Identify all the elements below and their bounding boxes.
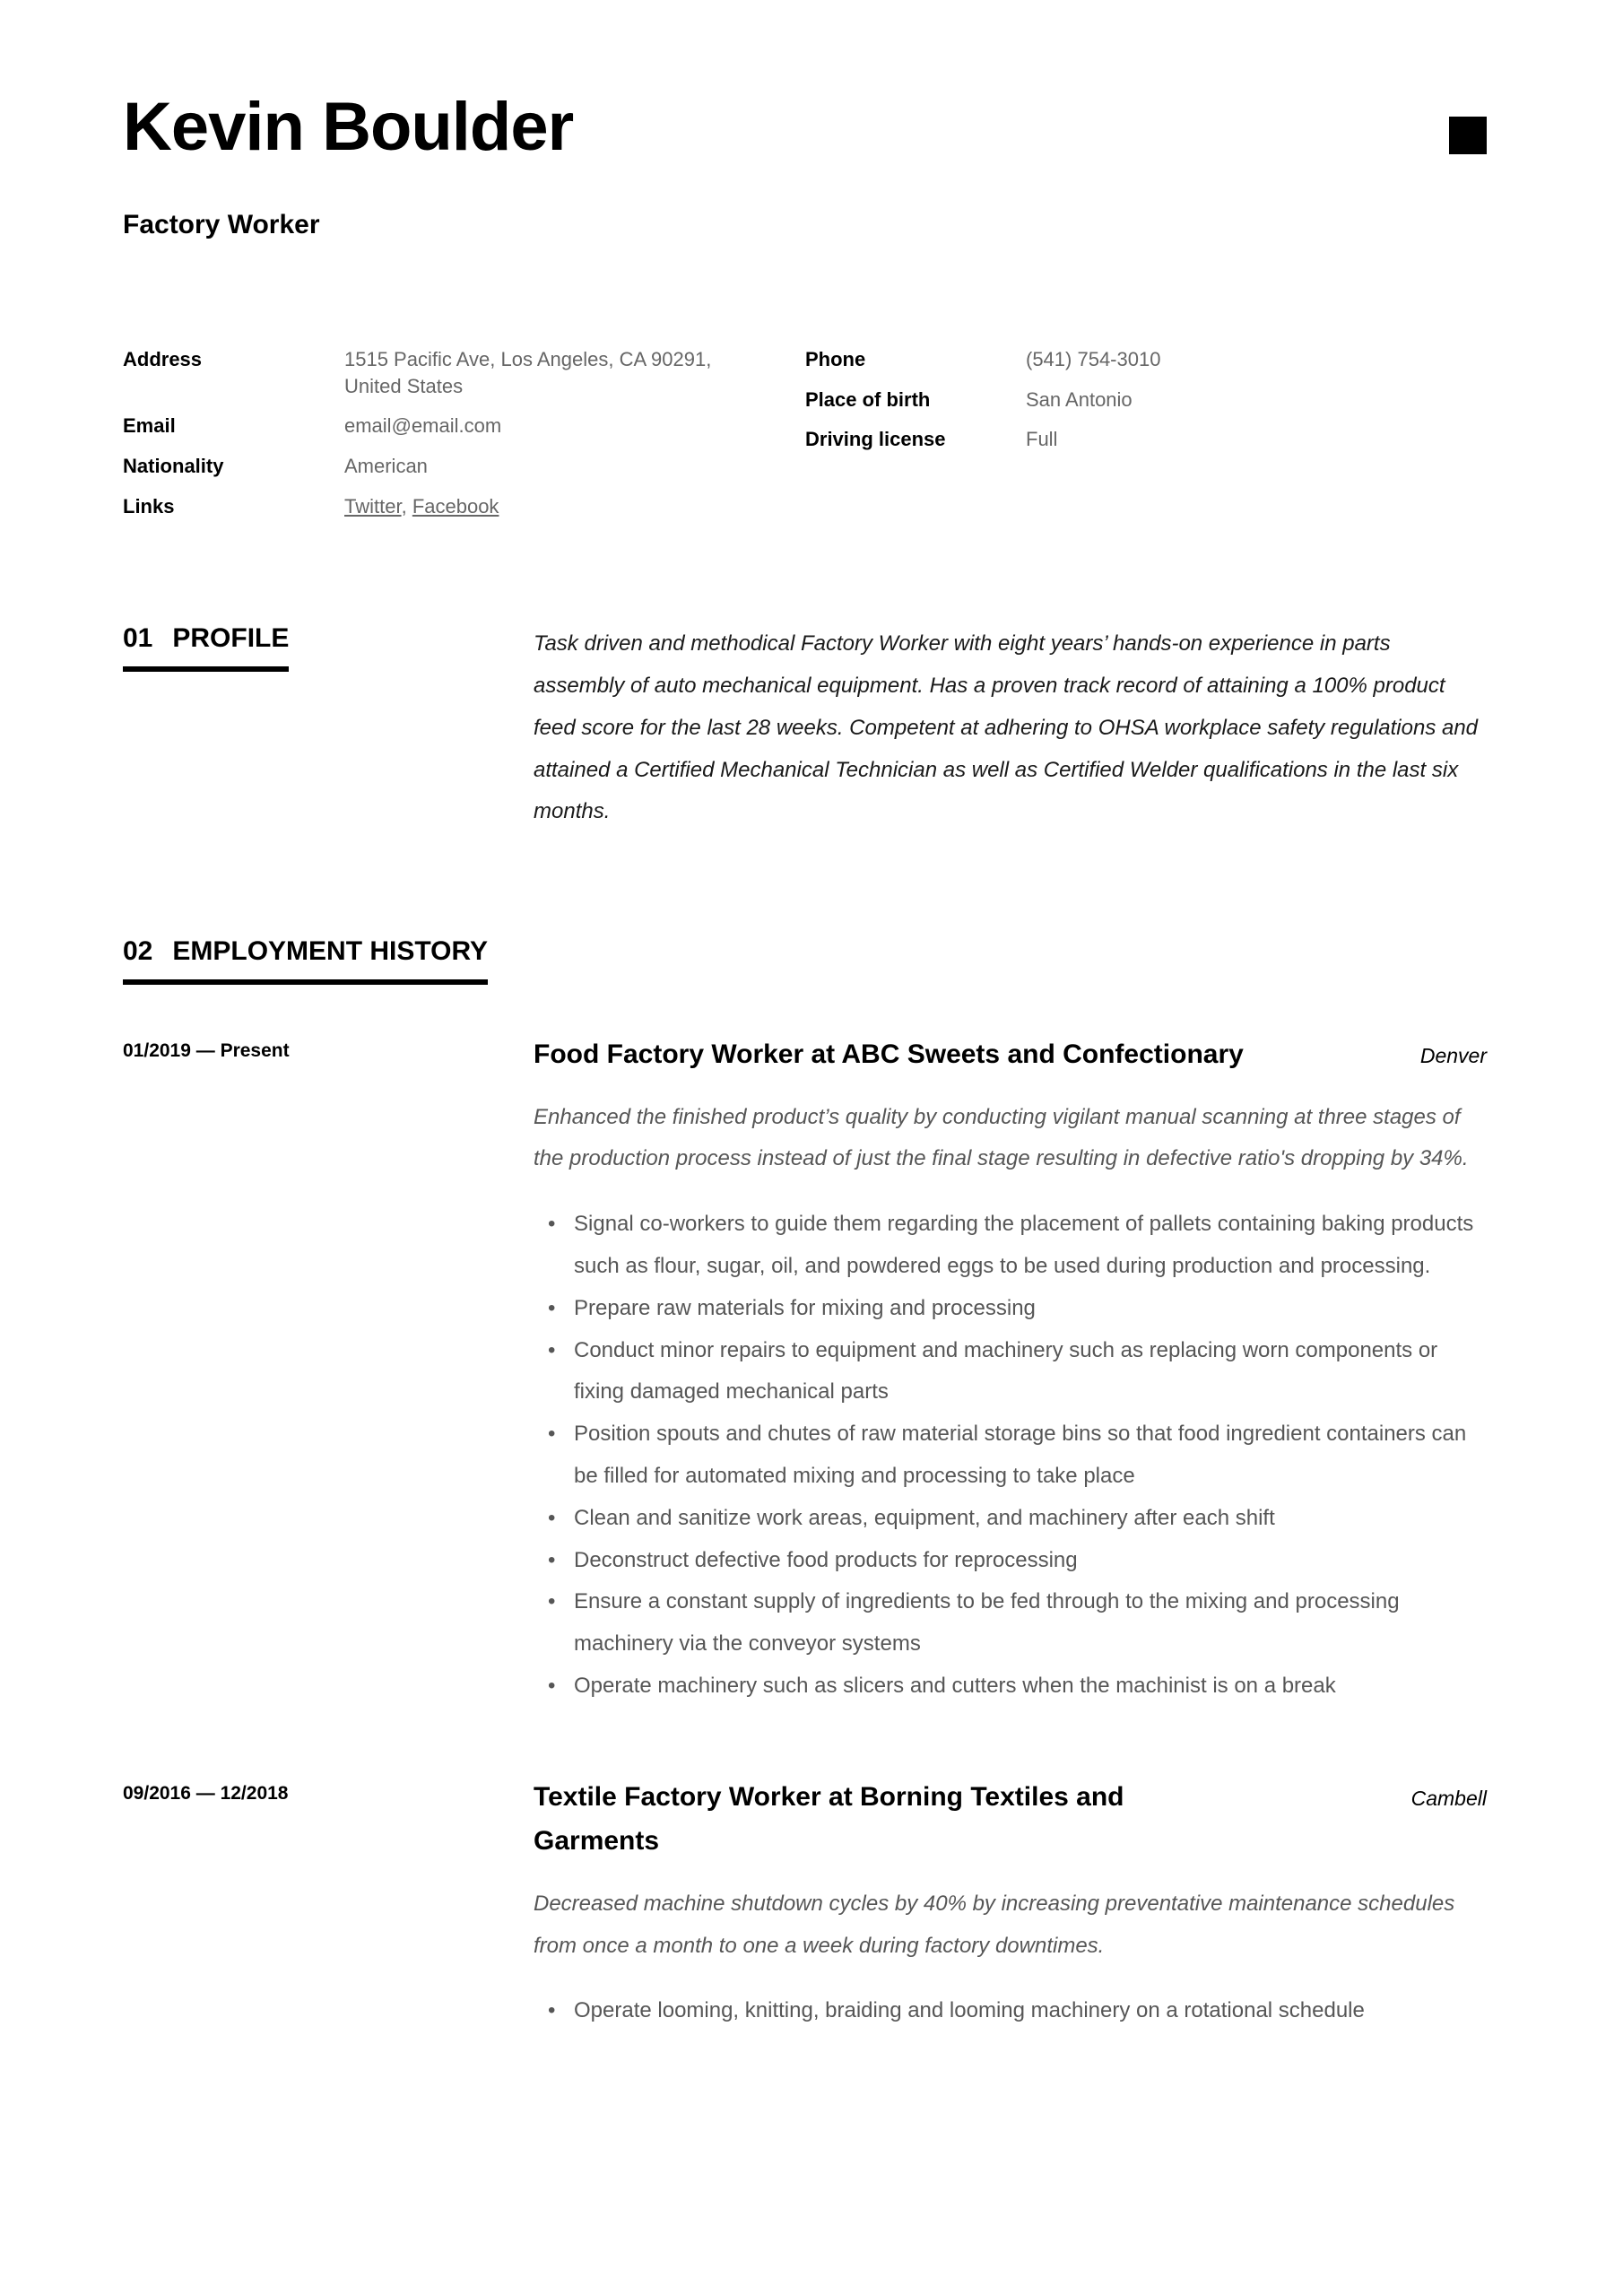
job-title-row: [534, 1032, 1487, 1077]
bullet-item: • Operate looming, knitting, braiding and looming machinery on a rotational schedule: [534, 1990, 1487, 2032]
profile-section-title: PROFILE: [172, 623, 290, 654]
contact-row-place-of-birth: [805, 387, 1487, 413]
driving-license-value: Full: [1026, 428, 1058, 451]
job-title: Food Factory Worker at ABC Sweets and Confectionary: [534, 1039, 1244, 1070]
contact-row-links: [123, 493, 805, 520]
job-title: Textile Factory Worker at Borning Textiles and Garments: [534, 1781, 1124, 1857]
employment-section-title: EMPLOYMENT HISTORY: [172, 936, 489, 967]
profile-section: [123, 623, 1487, 833]
job-location: Cambell: [1410, 1786, 1487, 1810]
candidate-name: Kevin Boulder: [123, 89, 574, 165]
employment-section: [123, 936, 1487, 985]
links-label: Links: [123, 495, 175, 518]
header: [123, 90, 1487, 165]
profile-section-heading: [123, 623, 289, 672]
facebook-link[interactable]: Facebook: [412, 495, 499, 518]
job-summary: Decreased machine shutdown cycles by 40% by increasing preventative maintenance schedules from once a month to one a week during factory downtimes.: [534, 1891, 1455, 1958]
decoration-square-icon: [1449, 117, 1487, 154]
links-value: [344, 493, 499, 520]
contact-row-driving-license: [805, 426, 1487, 453]
driving-license-label: Driving license: [805, 428, 946, 451]
employment-section-heading: [123, 936, 488, 985]
bullet-item: • Clean and sanitize work areas, equipment, and machinery after each shift: [534, 1498, 1487, 1540]
nationality-value: American: [344, 455, 428, 478]
address-label: Address: [123, 347, 203, 370]
job-dates: 09/2016 — 12/2018: [123, 1782, 289, 1804]
bullet-item: • Prepare raw materials for mixing and processing: [534, 1288, 1487, 1330]
job-content: [534, 1775, 1487, 2032]
place-of-birth-value: San Antonio: [1026, 387, 1133, 411]
contact-row-nationality: [123, 453, 805, 480]
job-location: Denver: [1419, 1044, 1487, 1068]
twitter-link[interactable]: Twitter: [344, 495, 402, 518]
phone-value: (541) 754-3010: [1026, 347, 1161, 370]
contact-row-phone: [805, 346, 1487, 373]
profile-text: Task driven and methodical Factory Worker with eight years’ hands-on experience in parts assembly of auto mechanical equipment. Has a proven track record of attaining a 100% product feed score for the last 28 weeks. Competent at adhering to OHSA workplace safety regulations and attained a Certified Mechanical Technician as well as Certified Welder qualifications in the last six months.: [534, 631, 1479, 824]
profile-section-number: 01: [123, 623, 153, 654]
contact-row-address: [123, 346, 805, 400]
bullet-item: • Position spouts and chutes of raw material storage bins so that food ingredient containers can be filled for automated mixing and processing to take place: [534, 1413, 1487, 1498]
contact-column-right: [805, 346, 1487, 535]
profile-heading-column: [123, 623, 534, 672]
job-content: [534, 1032, 1487, 1708]
contact-column-left: [123, 346, 805, 535]
email-label: Email: [123, 414, 176, 438]
job-entry: [123, 1775, 1487, 2032]
candidate-job-title: Factory Worker: [123, 209, 320, 239]
bullet-item: • Conduct minor repairs to equipment and machinery such as replacing worn components or fixing damaged mechanical parts: [534, 1330, 1487, 1414]
phone-label: Phone: [805, 347, 866, 370]
contact-row-email: [123, 413, 805, 439]
job-dates: 01/2019 — Present: [123, 1040, 290, 1062]
bullet-item: • Operate machinery such as slicers and cutters when the machinist is on a break: [534, 1665, 1487, 1708]
email-value: email@email.com: [344, 414, 502, 438]
links-separator: ,: [401, 495, 412, 518]
job-bullet-list: [534, 1990, 1487, 2032]
contact-details: [123, 346, 1487, 535]
job-summary: Enhanced the finished product’s quality by conducting vigilant manual scanning at three stages of the production process instead of just the final stage resulting in defective ratio's dropping by 34%.: [534, 1104, 1469, 1171]
job-title-row: [534, 1775, 1487, 1864]
address-value: 1515 Pacific Ave, Los Angeles, CA 90291, United States: [344, 347, 712, 397]
profile-content: [534, 623, 1487, 833]
bullet-item: • Deconstruct defective food products for reprocessing: [534, 1540, 1487, 1582]
job-entry: [123, 1032, 1487, 1708]
bullet-item: • Signal co-workers to guide them regarding the placement of pallets containing baking products such as flour, sugar, oil, and powdered eggs to be used during production and processing.: [534, 1204, 1487, 1288]
place-of-birth-label: Place of birth: [805, 387, 931, 411]
bullet-item: • Ensure a constant supply of ingredients to be fed through to the mixing and processing machinery via the conveyor systems: [534, 1581, 1487, 1665]
employment-section-number: 02: [123, 936, 153, 967]
nationality-label: Nationality: [123, 455, 224, 478]
job-bullet-list: [534, 1204, 1487, 1708]
